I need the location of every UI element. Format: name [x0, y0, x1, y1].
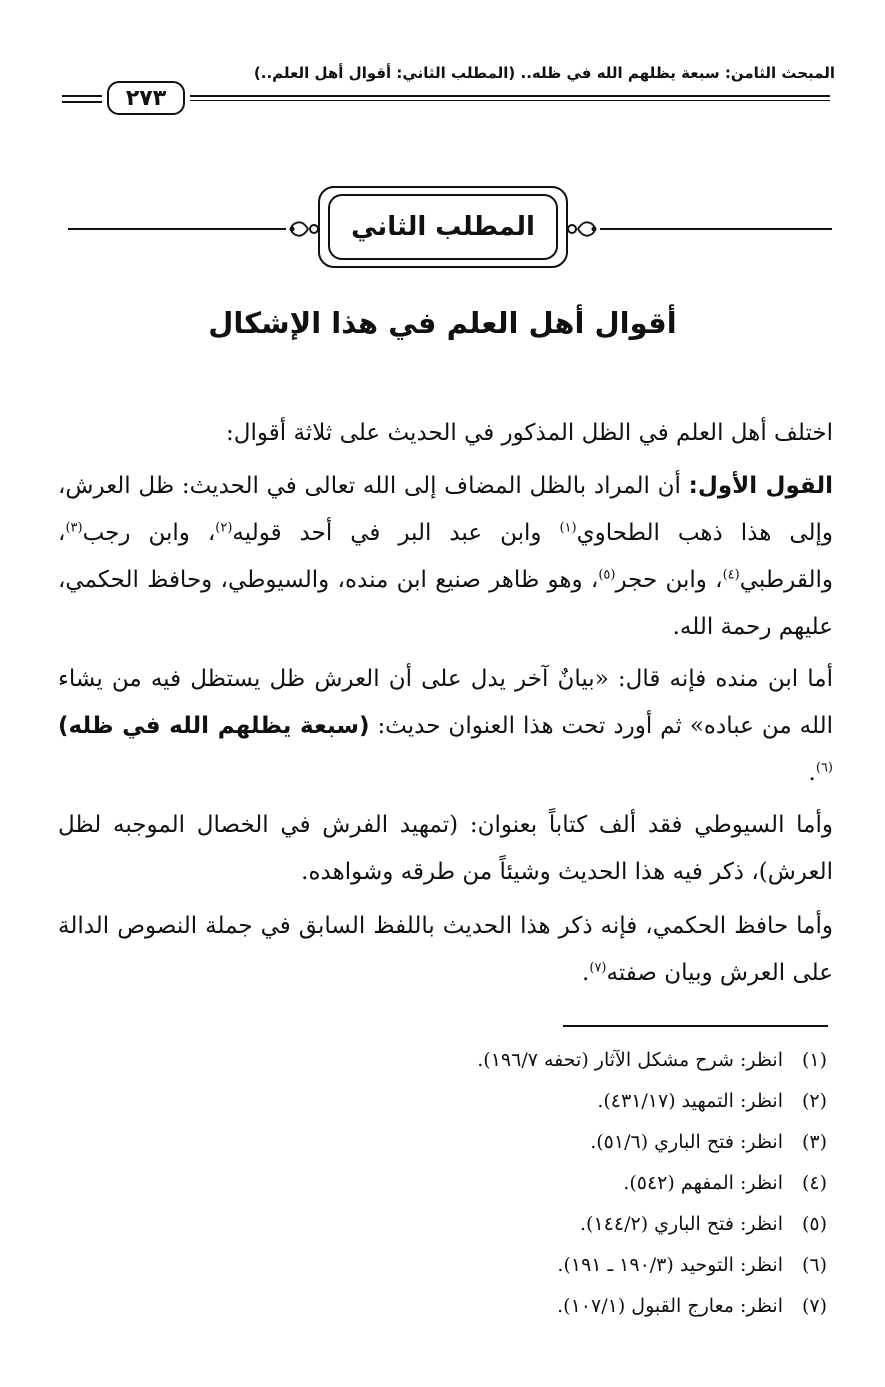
ornament-left-icon	[284, 214, 320, 244]
paragraph-intro: اختلف أهل العلم في الظل المذكور في الحديث على ثلاثة أقوال:	[226, 420, 833, 446]
footnote-item	[477, 1122, 827, 1163]
text-run: وابن عبد البر في أحد قوليه	[232, 520, 560, 546]
text-run: أما ابن منده فإنه قال: «بيانٌ آخر يدل على أن العرش ظل يستظل فيه من يشاء الله من عباده» ثم أورد تحت هذا العنوان حديث:	[58, 666, 834, 739]
footnote-ref[interactable]: (٧)	[589, 960, 607, 976]
text-run: .	[808, 760, 816, 786]
paragraph-ibn-mandah	[58, 656, 833, 797]
footnote-number: (٢)	[801, 1090, 827, 1112]
footnote-number: (٥)	[801, 1213, 827, 1235]
footnote-item	[477, 1081, 827, 1122]
footnote-ref[interactable]: (٤)	[722, 567, 740, 583]
section-line-left	[68, 228, 286, 230]
footnote-ref[interactable]: (٥)	[598, 567, 616, 583]
ornament-right-icon	[566, 214, 602, 244]
footnote-ref[interactable]: (٣)	[65, 520, 83, 536]
footnote-text: انظر: معارج القبول (١٠٧/١).	[557, 1295, 783, 1317]
section-line-right	[600, 228, 832, 230]
footnote-number: (٦)	[801, 1254, 827, 1276]
footnote-separator	[563, 1025, 828, 1027]
footnote-ref[interactable]: (١)	[559, 520, 577, 536]
footnote-number: (١)	[801, 1049, 827, 1071]
footnote-number: (٤)	[801, 1172, 827, 1194]
footnote-item	[477, 1040, 827, 1081]
footnote-text: انظر: فتح الباري (١٤٤/٢).	[580, 1213, 783, 1235]
section-heading: أقوال أهل العلم في هذا الإشكال	[208, 306, 677, 340]
footnote-text: انظر: التوحيد (١٩٠/٣ ـ ١٩١).	[557, 1254, 783, 1276]
footnote-item	[477, 1245, 827, 1286]
footnote-number: (٣)	[801, 1131, 827, 1153]
header-dash-bottom	[62, 101, 102, 103]
text-run: ، وابن رجب	[82, 520, 216, 546]
text-run: ، وهو ظاهر صنيع ابن منده، والسيوطي، وحافظ الحكمي، عليهم رحمة الله.	[58, 567, 833, 640]
footnote-ref[interactable]: (٦)	[815, 760, 833, 776]
text-run: .	[582, 960, 590, 986]
header-rule-top	[190, 95, 830, 97]
paragraph-suyuti: وأما السيوطي فقد ألف كتاباً بعنوان: (تمهيد الفرش في الخصال الموجبه لظل العرش)، ذكر فيه هذا الحديث وشيئاً من طرقه وشواهده.	[58, 812, 833, 885]
first-opinion-label: القول الأول:	[688, 473, 834, 499]
footnote-text: انظر: شرح مشكل الآثار (تحفه ١٩٦/٧).	[477, 1049, 783, 1071]
text-run: ، وابن حجر	[615, 567, 723, 593]
paragraph-first-opinion	[58, 463, 833, 651]
text-run: أن المراد بالظل المضاف إلى الله تعالى في الحديث: ظل العرش، وإلى هذا ذهب الطحاوي	[58, 473, 833, 546]
paragraph-hakami	[58, 903, 833, 997]
text-run: ، والقرطبي	[58, 520, 833, 593]
footnote-text: انظر: المفهم (٥٤٢).	[623, 1172, 783, 1194]
footnote-number: (٧)	[801, 1295, 827, 1317]
running-header-title: المبحث الثامن: سبعة يظلهم الله في ظله.. (المطلب الثاني: أقوال أهل العلم..)	[253, 64, 835, 82]
footnote-ref[interactable]: (٢)	[215, 520, 233, 536]
footnote-item	[477, 1163, 827, 1204]
footnote-item	[477, 1204, 827, 1245]
footnote-text: انظر: فتح الباري (٥١/٦).	[590, 1131, 783, 1153]
text-run: وأما حافظ الحكمي، فإنه ذكر هذا الحديث باللفظ السابق في جملة النصوص الدالة على العرش وبيان صفته	[58, 913, 833, 986]
footnote-text: انظر: التمهيد (٤٣١/١٧).	[597, 1090, 783, 1112]
header-rule-bottom	[190, 100, 830, 101]
hadith-title: (سبعة يظلهم الله في ظله)	[58, 713, 370, 739]
header-dash-top	[62, 95, 102, 97]
footnote-list	[477, 1040, 827, 1327]
page-number: ٢٧٣	[107, 81, 185, 115]
footnote-item	[477, 1286, 827, 1327]
section-title: المطلب الثاني	[328, 194, 558, 260]
